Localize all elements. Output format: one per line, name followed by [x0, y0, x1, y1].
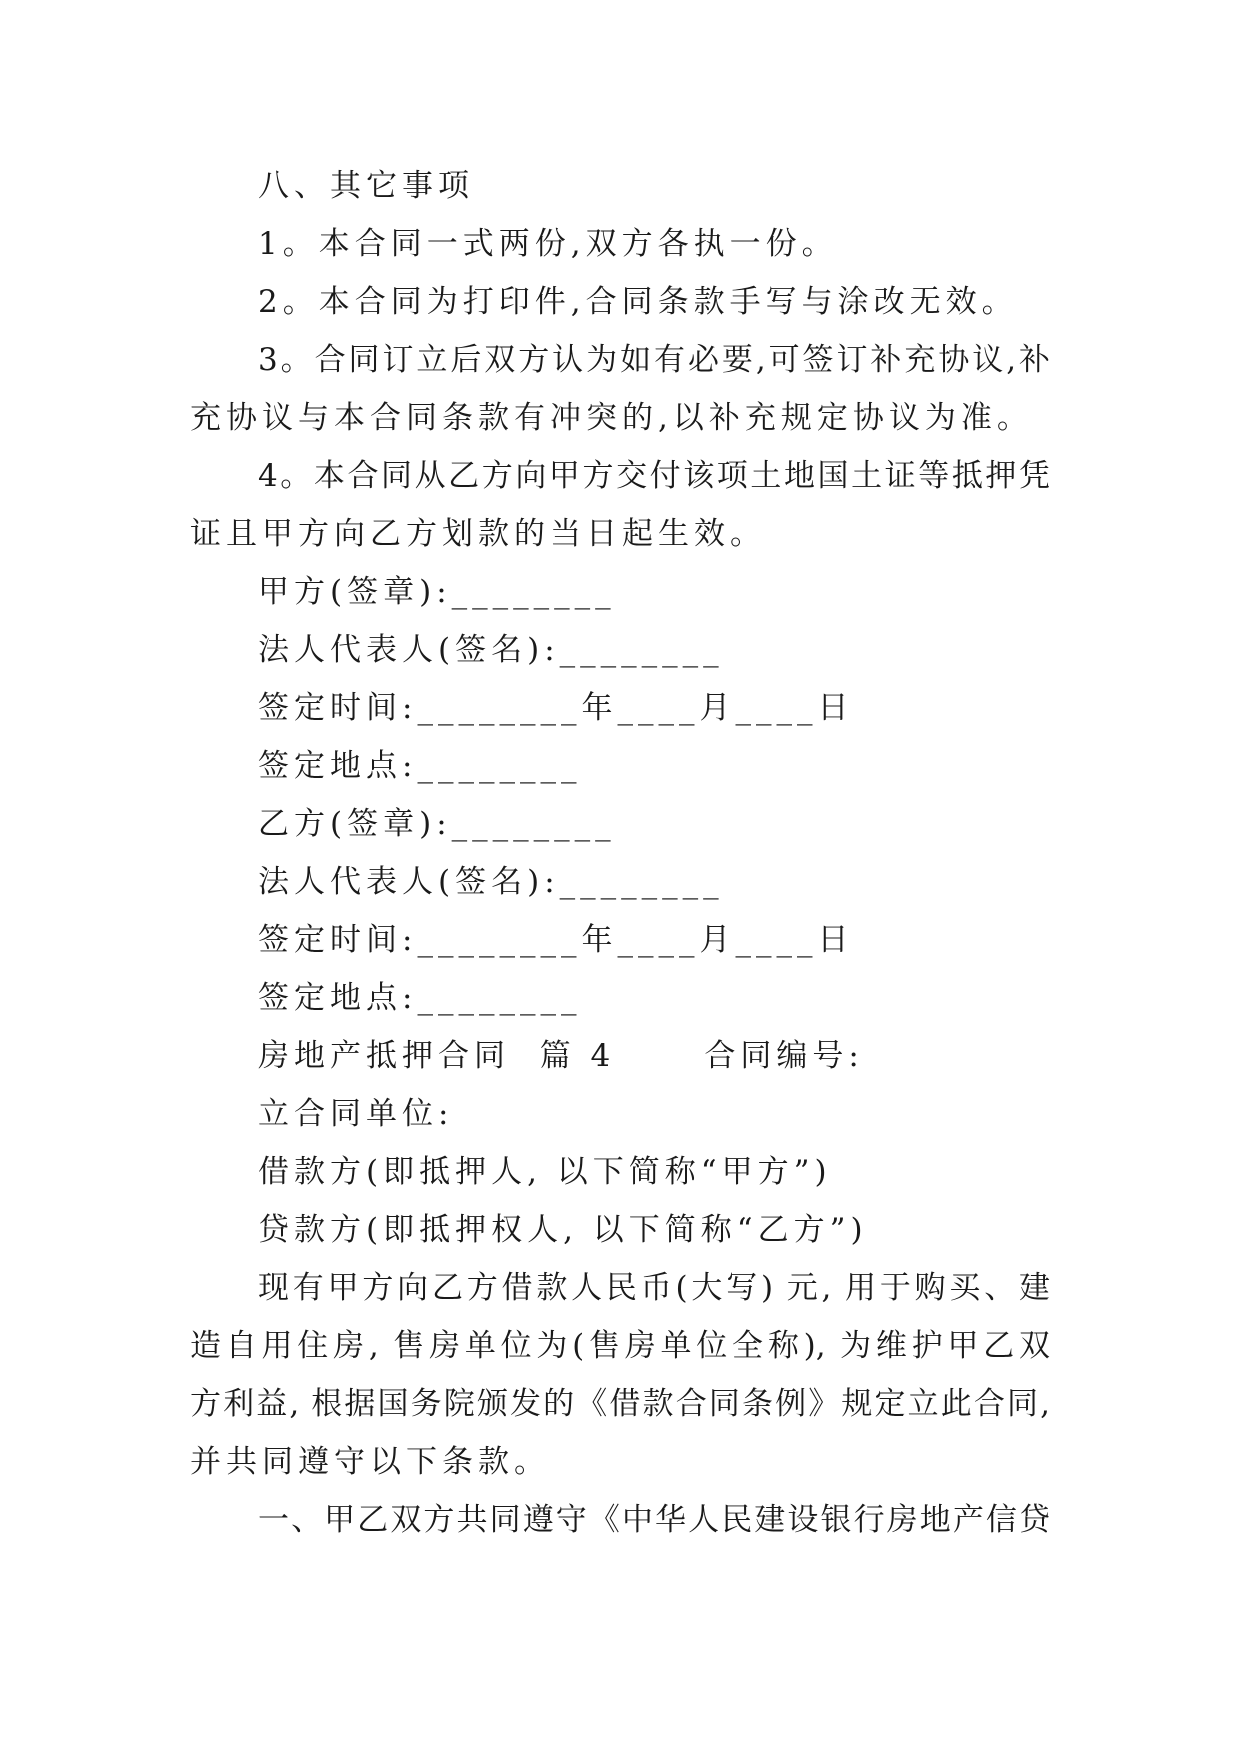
preamble-line-3: 方利益, 根据国务院颁发的《借款合同条例》规定立此合同, — [190, 1386, 1050, 1422]
party-b-legal-rep: 法人代表人(签名):________ — [258, 864, 724, 900]
party-b-sign-date: 签定时间:________年____月____日 — [258, 922, 854, 958]
clause-3-line-1: 3。合同订立后双方认为如有必要,可签订补充协议,补 — [258, 342, 1050, 378]
preamble-line-2: 造自用住房, 售房单位为(售房单位全称), 为维护甲乙双 — [190, 1328, 1050, 1364]
preamble-line-4: 并共同遵守以下条款。 — [190, 1444, 550, 1480]
contracting-units-label: 立合同单位: — [258, 1096, 454, 1132]
section-heading-other-matters: 八、其它事项 — [258, 168, 474, 204]
clause-1: 1。本合同一式两份,双方各执一份。 — [258, 226, 838, 262]
clause-3-line-2: 充协议与本合同条款有冲突的,以补充规定协议为准。 — [190, 400, 1033, 436]
party-a-sign-place: 签定地点:________ — [258, 748, 582, 784]
party-a-sign-date: 签定时间:________年____月____日 — [258, 690, 854, 726]
party-a-seal: 甲方(签章):________ — [258, 574, 616, 610]
clause-2: 2。本合同为打印件,合同条款手写与涂改无效。 — [258, 284, 1018, 320]
article-1-line-1: 一、甲乙双方共同遵守《中华人民建设银行房地产信贷 — [258, 1502, 1050, 1538]
contract-title-line: 房地产抵押合同 篇 4 合同编号: — [258, 1038, 864, 1074]
party-b-sign-place: 签定地点:________ — [258, 980, 582, 1016]
clause-4-line-1: 4。本合同从乙方向甲方交付该项土地国土证等抵押凭 — [258, 458, 1050, 494]
preamble-line-1: 现有甲方向乙方借款人民币(大写) 元, 用于购买、建 — [258, 1270, 1050, 1306]
borrower-line: 借款方(即抵押人, 以下简称“甲方”) — [258, 1154, 832, 1190]
party-b-seal: 乙方(签章):________ — [258, 806, 616, 842]
party-a-legal-rep: 法人代表人(签名):________ — [258, 632, 724, 668]
clause-4-line-2: 证且甲方向乙方划款的当日起生效。 — [190, 516, 766, 552]
lender-line: 贷款方(即抵押权人, 以下简称“乙方”) — [258, 1212, 868, 1248]
